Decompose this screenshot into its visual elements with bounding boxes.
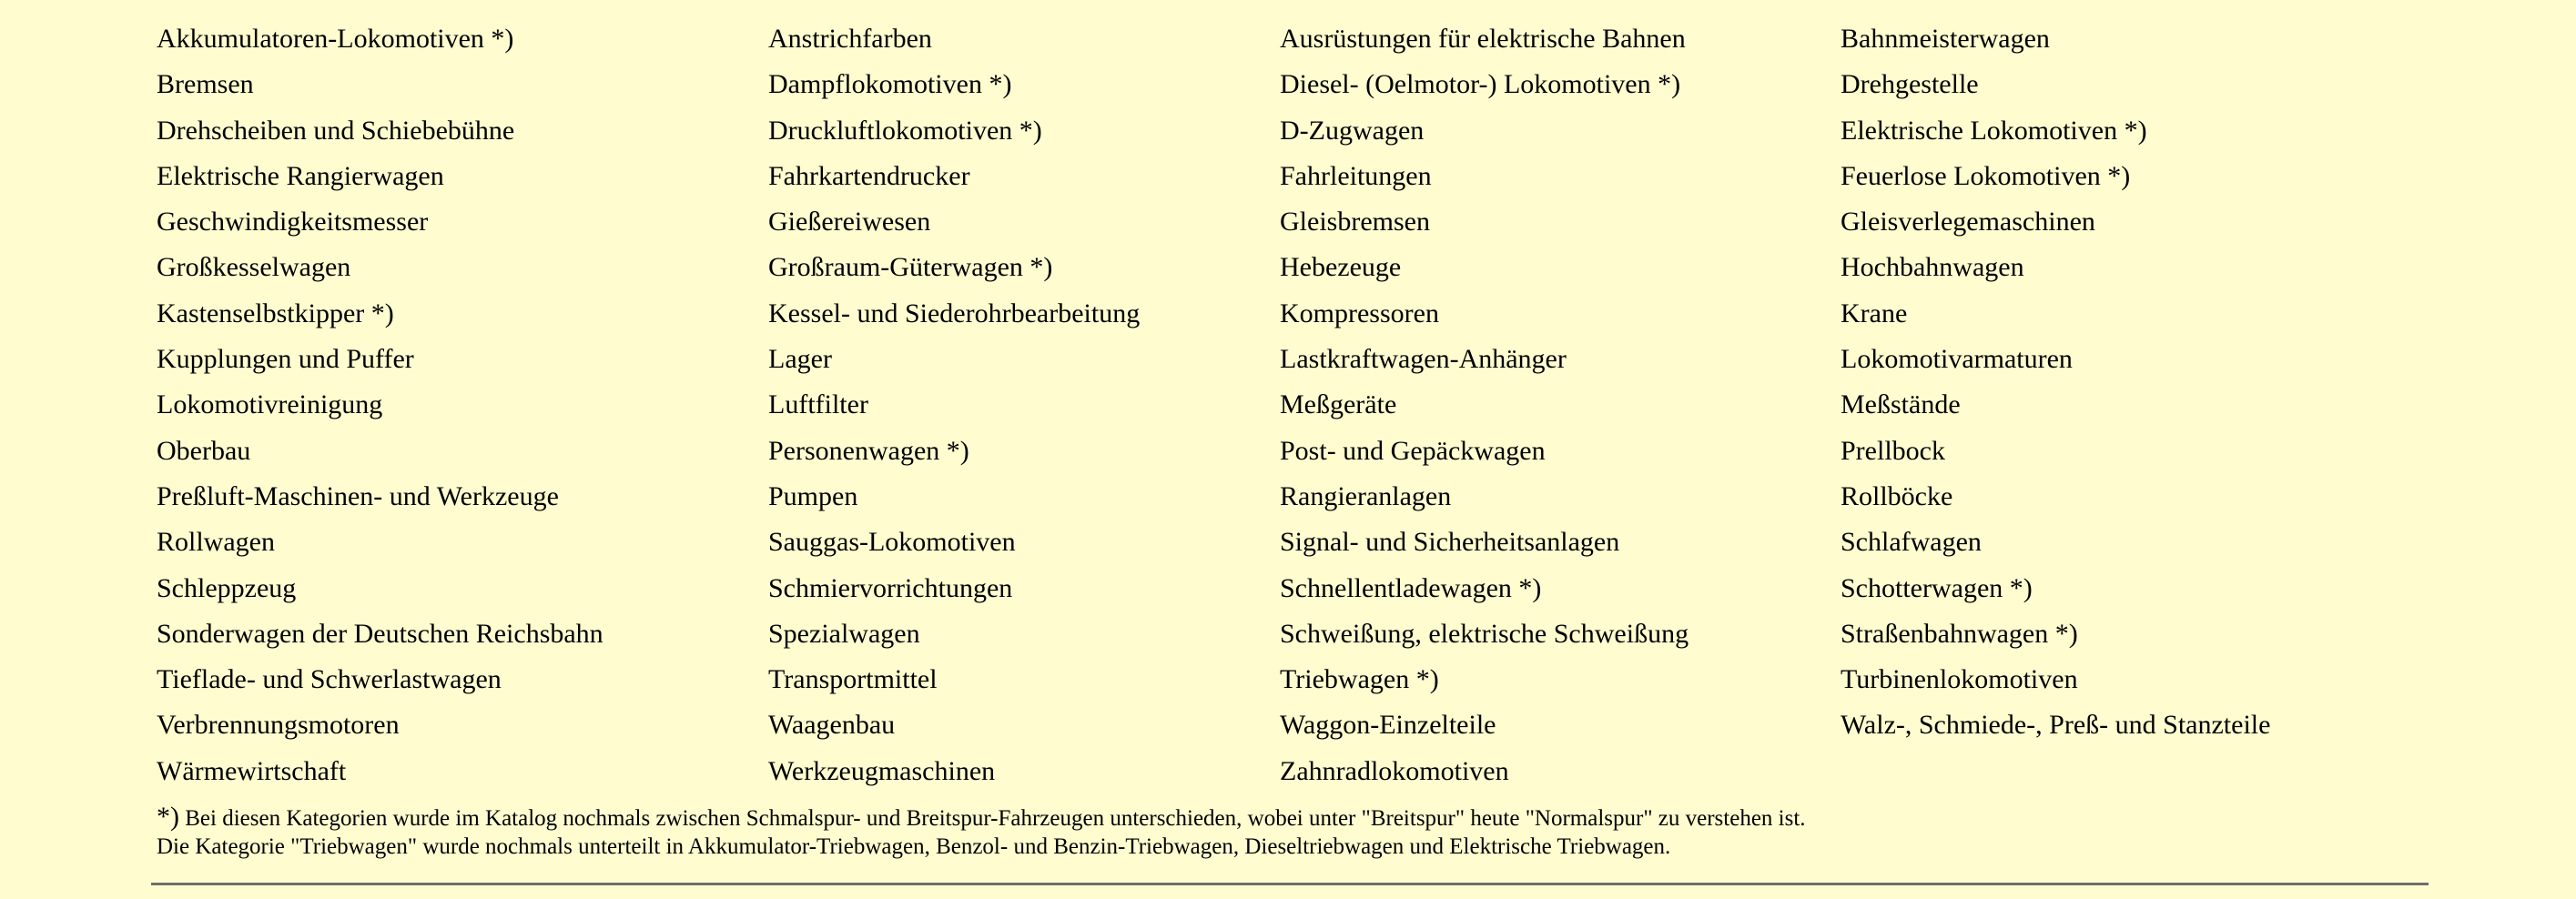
category-cell bbox=[1280, 566, 1841, 611]
category-link[interactable]: Großkesselwagen bbox=[157, 252, 351, 283]
category-cell bbox=[1280, 657, 1841, 702]
footnote-marker: *) bbox=[157, 802, 179, 832]
category-link[interactable]: Rangieranlagen bbox=[1280, 480, 1452, 511]
category-link[interactable]: Lokomotivarmaturen bbox=[1841, 344, 2073, 375]
category-cell bbox=[1841, 657, 2478, 702]
category-cell bbox=[1280, 429, 1841, 474]
category-link[interactable]: Walz-, Schmiede-, Preß- und Stanzteile bbox=[1841, 710, 2271, 741]
category-row bbox=[157, 16, 2478, 62]
category-link[interactable]: Spezialwagen bbox=[768, 618, 920, 649]
category-link[interactable]: Gießereiwesen bbox=[768, 207, 931, 237]
category-link[interactable]: Tieflade- und Schwerlastwagen bbox=[157, 664, 502, 695]
category-row bbox=[157, 291, 2478, 337]
category-table-body bbox=[157, 16, 2478, 794]
footnote bbox=[157, 803, 1806, 861]
category-link[interactable]: Akkumulatoren-Lokomotiven *) bbox=[157, 24, 514, 54]
category-cell bbox=[1280, 16, 1841, 62]
category-cell bbox=[1841, 337, 2478, 382]
category-cell bbox=[1841, 199, 2478, 245]
footnote-text-1: Bei diesen Kategorien wurde im Katalog nochmals zwischen Schmalspur- und Breitspur-Fahrzeugen unterschieden, wobei unter "Breitspur" heute "Normalspur" zu verstehen ist. bbox=[179, 806, 1806, 831]
category-cell bbox=[1841, 749, 2478, 794]
category-cell bbox=[1841, 382, 2478, 428]
category-row bbox=[157, 199, 2478, 245]
category-cell bbox=[1841, 154, 2478, 199]
category-link[interactable]: Ausrüstungen für elektrische Bahnen bbox=[1280, 24, 1686, 54]
category-link[interactable]: Waagenbau bbox=[768, 710, 896, 741]
category-link[interactable]: Kupplungen und Puffer bbox=[157, 344, 414, 375]
category-cell bbox=[768, 108, 1280, 154]
category-cell bbox=[157, 749, 768, 794]
footnote-line-2: Die Kategorie "Triebwagen" wurde nochmals unterteilt in Akkumulator-Triebwagen, Benzol- und Benzin-Triebwagen, Dieseltriebwagen und Elektrische Triebwagen. bbox=[157, 834, 1671, 859]
category-link[interactable]: Verbrennungsmotoren bbox=[157, 710, 400, 741]
category-cell bbox=[1280, 474, 1841, 520]
category-cell bbox=[1841, 245, 2478, 290]
category-cell bbox=[768, 474, 1280, 520]
category-cell bbox=[1841, 474, 2478, 520]
category-link[interactable]: Diesel- (Oelmotor-) Lokomotiven *) bbox=[1280, 69, 1681, 100]
category-cell bbox=[1280, 749, 1841, 794]
category-link[interactable]: Gleisbremsen bbox=[1280, 207, 1430, 237]
category-cell bbox=[157, 566, 768, 611]
category-cell bbox=[1841, 108, 2478, 154]
category-cell bbox=[768, 62, 1280, 107]
category-link[interactable]: Hochbahnwagen bbox=[1841, 252, 2024, 283]
category-link[interactable]: Dampflokomotiven *) bbox=[768, 69, 1012, 100]
category-row bbox=[157, 749, 2478, 794]
category-cell bbox=[1280, 245, 1841, 290]
category-link[interactable]: Druckluftlokomotiven *) bbox=[768, 115, 1042, 146]
category-link[interactable]: Elektrische Lokomotiven *) bbox=[1841, 115, 2147, 146]
category-cell bbox=[1841, 16, 2478, 62]
category-cell bbox=[1841, 291, 2478, 337]
category-row bbox=[157, 657, 2478, 702]
category-link[interactable]: Lager bbox=[768, 344, 832, 375]
category-link[interactable]: Sonderwagen der Deutschen Reichsbahn bbox=[157, 618, 603, 649]
category-link[interactable]: Turbinenlokomotiven bbox=[1841, 664, 2078, 695]
category-cell bbox=[1841, 62, 2478, 107]
category-link[interactable]: Bremsen bbox=[157, 69, 254, 100]
category-cell bbox=[768, 199, 1280, 245]
category-link[interactable]: Rollböcke bbox=[1841, 480, 1953, 511]
category-link[interactable]: Transportmittel bbox=[768, 664, 938, 695]
category-row bbox=[157, 108, 2478, 154]
category-link[interactable]: Großraum-Güterwagen *) bbox=[768, 252, 1053, 283]
category-cell bbox=[768, 429, 1280, 474]
category-link[interactable]: Lastkraftwagen-Anhänger bbox=[1280, 344, 1567, 375]
category-link[interactable]: Schotterwagen *) bbox=[1841, 572, 2033, 603]
category-link[interactable]: Meßstände bbox=[1841, 389, 1961, 420]
category-link[interactable]: D-Zugwagen bbox=[1280, 115, 1425, 146]
category-cell bbox=[1280, 382, 1841, 428]
category-link[interactable]: Personenwagen *) bbox=[768, 435, 969, 466]
category-link[interactable]: Schlafwagen bbox=[1841, 527, 1982, 558]
horizontal-rule bbox=[151, 883, 2429, 885]
category-link[interactable]: Meßgeräte bbox=[1280, 389, 1397, 420]
category-cell bbox=[1280, 337, 1841, 382]
category-link[interactable]: Schmiervorrichtungen bbox=[768, 572, 1013, 603]
category-cell bbox=[157, 199, 768, 245]
category-cell bbox=[1280, 291, 1841, 337]
category-link[interactable]: Kompressoren bbox=[1280, 298, 1439, 328]
category-cell bbox=[1280, 108, 1841, 154]
category-link[interactable]: Oberbau bbox=[157, 435, 251, 466]
category-link[interactable]: Fahrkartendrucker bbox=[768, 160, 970, 191]
category-link[interactable]: Rollwagen bbox=[157, 527, 275, 558]
category-link[interactable]: Geschwindigkeitsmesser bbox=[157, 207, 429, 237]
category-row bbox=[157, 245, 2478, 290]
category-cell bbox=[157, 474, 768, 520]
category-link[interactable]: Werkzeugmaschinen bbox=[768, 755, 996, 786]
category-cell bbox=[157, 429, 768, 474]
category-row bbox=[157, 566, 2478, 611]
category-cell bbox=[768, 382, 1280, 428]
category-link[interactable]: Prellbock bbox=[1841, 435, 1945, 466]
category-cell bbox=[1841, 429, 2478, 474]
category-cell bbox=[1841, 611, 2478, 657]
category-row bbox=[157, 611, 2478, 657]
category-row bbox=[157, 474, 2478, 520]
category-cell bbox=[1280, 702, 1841, 748]
category-link[interactable]: Luftfilter bbox=[768, 389, 868, 420]
category-link[interactable]: Anstrichfarben bbox=[768, 24, 932, 54]
category-cell bbox=[157, 702, 768, 748]
category-cell bbox=[768, 749, 1280, 794]
category-link[interactable]: Schleppzeug bbox=[157, 572, 297, 603]
category-row bbox=[157, 382, 2478, 428]
category-link[interactable]: Krane bbox=[1841, 298, 1908, 328]
category-link[interactable]: Preßluft-Maschinen- und Werkzeuge bbox=[157, 480, 559, 511]
category-cell bbox=[157, 108, 768, 154]
category-cell bbox=[768, 566, 1280, 611]
category-link[interactable]: Straßenbahnwagen *) bbox=[1841, 618, 2078, 649]
category-link[interactable]: Gleisverlegemaschinen bbox=[1841, 207, 2095, 237]
category-link[interactable]: Fahrleitungen bbox=[1280, 160, 1432, 191]
category-link[interactable]: Waggon-Einzelteile bbox=[1280, 710, 1496, 741]
category-cell bbox=[157, 382, 768, 428]
category-cell bbox=[768, 702, 1280, 748]
category-cell bbox=[1841, 702, 2478, 748]
category-row bbox=[157, 520, 2478, 565]
category-link[interactable]: Elektrische Rangierwagen bbox=[157, 160, 444, 191]
category-link[interactable]: Kessel- und Siederohrbearbeitung bbox=[768, 298, 1141, 328]
category-link[interactable]: Signal- und Sicherheitsanlagen bbox=[1280, 527, 1620, 558]
category-link[interactable]: Post- und Gepäckwagen bbox=[1280, 435, 1546, 466]
footnote-line-1 bbox=[157, 803, 1806, 833]
category-row bbox=[157, 62, 2478, 107]
category-cell bbox=[157, 291, 768, 337]
category-cell bbox=[768, 245, 1280, 290]
category-cell bbox=[157, 16, 768, 62]
category-cell bbox=[157, 62, 768, 107]
category-cell bbox=[1280, 520, 1841, 565]
category-cell bbox=[1280, 62, 1841, 107]
category-link[interactable]: Bahnmeisterwagen bbox=[1841, 24, 2050, 54]
category-cell bbox=[1280, 199, 1841, 245]
category-link[interactable]: Hebezeuge bbox=[1280, 252, 1402, 283]
category-cell bbox=[768, 337, 1280, 382]
category-link[interactable]: Triebwagen *) bbox=[1280, 664, 1439, 695]
category-cell bbox=[157, 245, 768, 290]
category-link[interactable]: Schweißung, elektrische Schweißung bbox=[1280, 618, 1689, 649]
category-link[interactable]: Schnellentladewagen *) bbox=[1280, 572, 1542, 603]
category-row bbox=[157, 702, 2478, 748]
category-cell bbox=[1841, 520, 2478, 565]
category-cell bbox=[157, 520, 768, 565]
category-row bbox=[157, 154, 2478, 199]
category-cell bbox=[768, 291, 1280, 337]
category-cell bbox=[157, 611, 768, 657]
category-link[interactable]: Feuerlose Lokomotiven *) bbox=[1841, 160, 2131, 191]
category-cell bbox=[768, 154, 1280, 199]
category-cell bbox=[768, 657, 1280, 702]
category-link[interactable]: Drehscheiben und Schiebebühne bbox=[157, 115, 515, 146]
category-link[interactable]: Drehgestelle bbox=[1841, 69, 1979, 100]
category-link[interactable]: Zahnradlokomotiven bbox=[1280, 755, 1509, 786]
category-row bbox=[157, 337, 2478, 382]
category-link[interactable]: Kastenselbstkipper *) bbox=[157, 298, 394, 328]
category-link[interactable]: Lokomotivreinigung bbox=[157, 389, 383, 420]
category-cell bbox=[768, 520, 1280, 565]
category-link[interactable]: Wärmewirtschaft bbox=[157, 755, 347, 786]
category-table bbox=[157, 16, 2478, 794]
category-cell bbox=[768, 611, 1280, 657]
category-cell bbox=[768, 16, 1280, 62]
category-cell bbox=[157, 154, 768, 199]
category-link[interactable]: Pumpen bbox=[768, 480, 858, 511]
category-cell bbox=[1841, 566, 2478, 611]
category-link[interactable]: Sauggas-Lokomotiven bbox=[768, 527, 1016, 558]
category-cell bbox=[157, 657, 768, 702]
category-row bbox=[157, 429, 2478, 474]
category-cell bbox=[1280, 154, 1841, 199]
category-cell bbox=[1280, 611, 1841, 657]
category-cell bbox=[157, 337, 768, 382]
